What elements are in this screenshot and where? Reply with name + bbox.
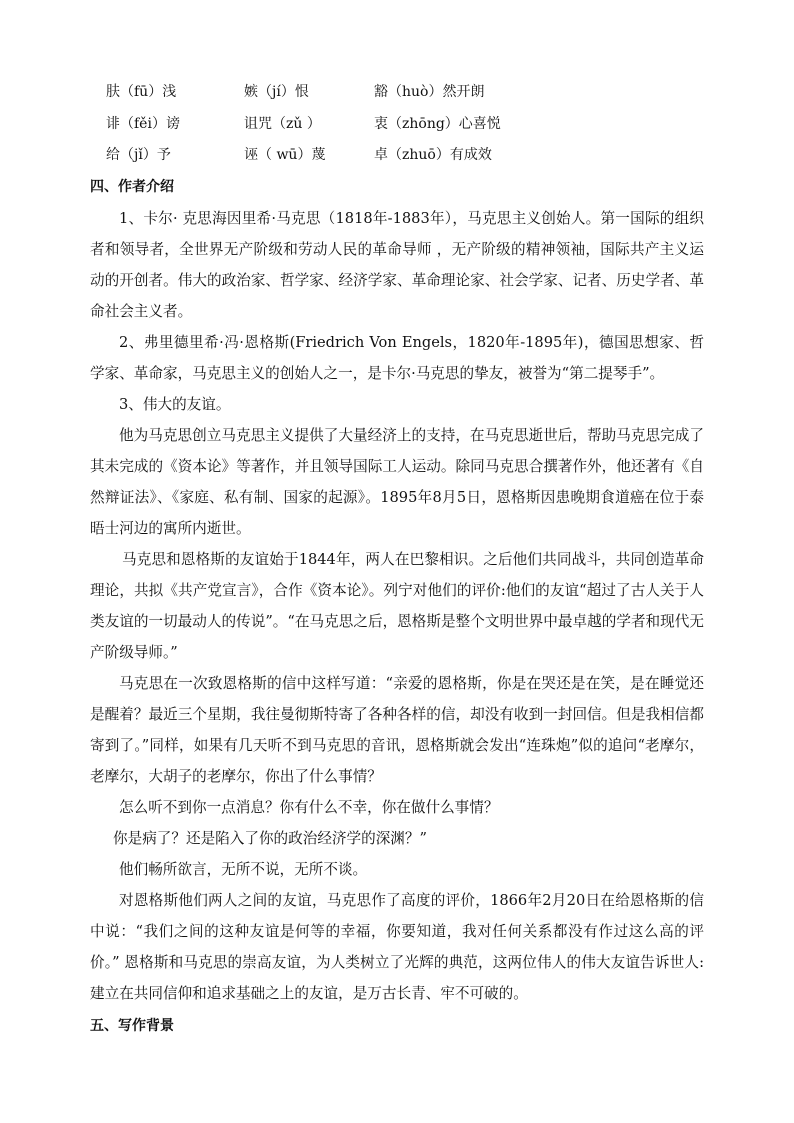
vocab-item: 诬（ wū）蔑 <box>244 147 326 163</box>
section-heading-author: 四、作者介绍 <box>90 179 174 195</box>
paragraph-engels-question-2: 你是病了？还是陷入了你的政治经济学的深渊？” <box>113 830 427 847</box>
paragraph-engels-support: 他为马克思创立马克思主义提供了大量经济上的支持，在马克思逝世后，帮助马克思完成了其未完成的《资本论》等著作，并且领导国际工人运动。除同马克思合撰著作外，他还著有《自然辩证法》、《家庭、私有制、国家的起源》。1895年8月5日，恩格斯因患晚期食道癌在位于泰晤士河边的寓所内逝世。 <box>90 427 704 537</box>
paragraph-friendship-title: 3、伟大的友谊。 <box>119 396 231 413</box>
paragraph-friendship-origin: 马克思和恩格斯的友谊始于1844年，两人在巴黎相识。之后他们共同战斗，共同创造革命理论，共拟《共产党宣言》，合作《资本论》。列宁对他们的评价:他们的友谊“超过了古人关于人类友谊的一切最动人的传说”。“在马克思之后，恩格斯是整个文明世界中最卓越的学者和现代无产阶级导师。” <box>90 551 704 661</box>
paragraph-marx-evaluation: 对恩格斯他们两人之间的友谊，马克思作了高度的评价，1866年2月20日在给恩格斯的信中说：“我们之间的这种友谊是何等的幸福，你要知道，我对任何关系都没有作过这么高的评价。” 恩格斯和马克思的崇高友谊，为人类树立了光辉的典范，这两位伟人的伟大友谊告诉世人:建立在共同信仰和追求基础之上的友谊，是万古长青、牢不可破的。 <box>90 892 704 1002</box>
paragraph-marx-letter: 马克思在一次致恩格斯的信中这样写道：“亲爱的恩格斯，你是在哭还是在笑，是在睡觉还是醒着？最近三个星期，我往曼彻斯特寄了各种各样的信，却没有收到一封回信。但是我相信都寄到了。”同样，如果有几天听不到马克思的音讯，恩格斯就会发出“连珠炮”似的追问“老摩尔，老摩尔，大胡子的老摩尔，你出了什么事情？ <box>90 675 704 785</box>
vocab-item: 给（jǐ）予 <box>106 147 171 163</box>
vocab-item: 诅咒（zǔ ） <box>244 116 321 132</box>
section-heading-background: 五、写作背景 <box>90 1018 174 1034</box>
paragraph-free-talk: 他们畅所欲言，无所不说，无所不谈。 <box>119 861 368 878</box>
vocab-item: 卓（zhuō）有成效 <box>374 147 492 163</box>
vocab-item: 嫉（jí）恨 <box>244 84 309 100</box>
paragraph-engels-question-1: 怎么听不到你一点消息？你有什么不幸，你在做什么事情？ <box>119 799 499 816</box>
vocab-item: 诽（fěi）谤 <box>106 116 180 132</box>
vocab-item: 肤（fū）浅 <box>106 84 177 100</box>
paragraph-engels: 2、弗里德里希·冯·恩格斯(Friedrich Von Engels，1820年-1895年)，德国思想家、哲学家、革命家，马克思主义的创始人之一，是卡尔·马克思的挚友，被誉为“第二提琴手”。 <box>90 334 704 382</box>
vocab-item: 豁（huò）然开朗 <box>374 84 485 100</box>
vocab-item: 衷（zhōng）心喜悦 <box>374 116 501 132</box>
paragraph-marx: 1、卡尔· 克思海因里希·马克思（1818年-1883年），马克思主义创始人。第一国际的组织者和领导者，全世界无产阶级和劳动人民的革命导师 ，无产阶级的精神领袖，国际共产主义运动的开创者。伟大的政治家、哲学家、经济学家、革命理论家、社会学家、记者、历史学者、革命社会主义者。 <box>90 210 704 320</box>
